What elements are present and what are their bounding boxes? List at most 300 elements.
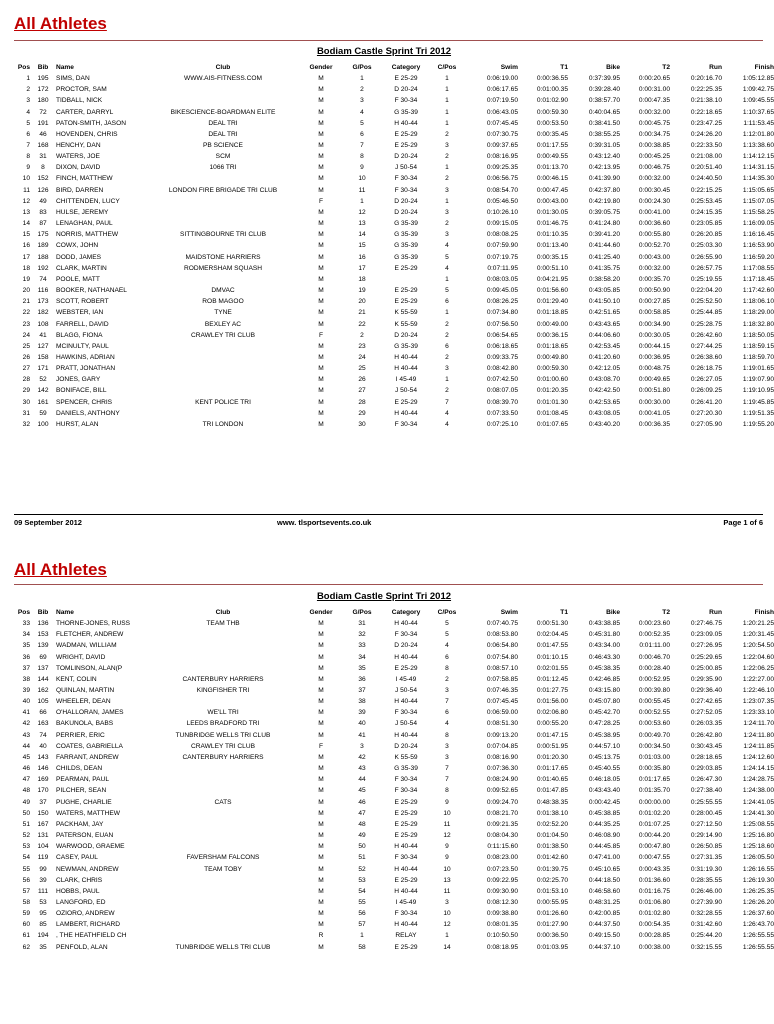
cell-club: TRI LONDON [202,420,244,428]
cell-finish: 1:25:08.55 [742,820,774,828]
cell-club: MAIDSTONE HARRIERS [185,253,261,261]
cell-name: PILCHER, SEAN [56,787,107,795]
table-row [12,118,774,129]
cell-t1: 0:01:27.75 [536,687,568,695]
cell-finish: 1:25:18.60 [742,843,774,851]
cell-club [148,629,298,640]
cell-club [148,785,298,796]
table-row [12,185,774,196]
cell-bib: 40 [39,742,47,750]
cell-bib: 119 [37,854,49,862]
column-header-t2: T2 [662,609,670,616]
cell-name: PERRIER, ERIC [56,731,105,739]
cell-bike: 0:45:38.95 [588,731,620,739]
cell-gender: M [318,631,324,639]
cell-t2: 0:00:52.55 [638,709,670,717]
cell-category: F 30-34 [394,910,418,918]
cell-finish: 1:18:50.05 [742,331,774,339]
cell-finish: 1:19:07.90 [742,376,774,384]
cell-category: F 30-34 [394,175,418,183]
cell-gender: M [318,921,324,929]
cell-club [148,95,298,106]
cell-run: 0:27:42.65 [690,698,722,706]
cell-gender: M [318,832,324,840]
cell-t2: 0:00:41.00 [638,208,670,216]
cell-run: 0:24:15.35 [690,208,722,216]
cell-club [148,663,298,674]
cell-club [148,374,298,385]
cell-gender-pos: 54 [358,887,366,895]
cell-category-pos: 14 [443,943,451,951]
cell-category: F 30-34 [394,420,418,428]
cell-finish: 1:14:31.15 [742,164,774,172]
cell-category: D 20-24 [394,197,418,205]
column-header-category-pos: C/Pos [437,609,457,616]
cell-club: SITTINGBOURNE TRI CLUB [180,231,266,239]
cell-gender-pos: 26 [358,376,366,384]
cell-category-pos: 9 [445,798,449,806]
cell-gender: M [318,309,324,317]
cell-run: 0:22:04.20 [690,287,722,295]
cell-swim: 0:06:54.80 [486,642,518,650]
cell-bib: 168 [37,142,49,150]
cell-finish: 1:18:06.10 [742,298,774,306]
cell-pos: 25 [22,342,30,350]
cell-pos: 51 [22,820,30,828]
cell-run: 0:25:53.45 [690,197,722,205]
cell-bike: 0:41:20.60 [588,353,620,361]
cell-swim: 0:10:50.50 [486,932,518,940]
cell-category: H 40-44 [394,843,418,851]
cell-bib: 175 [37,231,49,239]
cell-club [148,886,298,897]
cell-t1: 0:00:53.50 [536,119,568,127]
cell-club [148,274,298,285]
cell-name: LANGFORD, ED [56,898,106,906]
cell-bib: 143 [37,753,49,761]
cell-name: WEBSTER, IAN [56,309,104,317]
cell-category-pos: 2 [445,353,449,361]
cell-run: 0:26:41.20 [690,398,722,406]
cell-t1: 0:00:51.95 [536,742,568,750]
cell-pos: 45 [22,753,30,761]
cell-pos: 7 [26,142,30,150]
cell-bike: 0:42:42.50 [588,387,620,395]
cell-gender-pos: 58 [358,943,366,951]
column-header-pos: Pos [17,64,30,71]
cell-finish: 1:24:11.70 [743,720,774,728]
cell-swim: 0:09:33.75 [486,353,518,361]
cell-t2: 0:00:46.70 [638,653,670,661]
cell-category-pos: 4 [445,642,449,650]
cell-club [148,341,298,352]
cell-gender-pos: 36 [358,675,366,683]
cell-t2: 0:00:49.70 [638,731,670,739]
cell-category: E 25-29 [394,287,418,295]
cell-gender: M [318,253,324,261]
cell-club [148,774,298,785]
cell-bike: 0:44:37.10 [588,943,620,951]
cell-finish: 1:25:16.80 [742,832,774,840]
cell-bike: 0:44:06.60 [588,331,620,339]
cell-pos: 19 [22,275,30,283]
cell-bib: 195 [37,75,49,83]
cell-t2: 0:00:36.35 [638,420,670,428]
cell-finish: 1:20:21.25 [742,620,774,628]
cell-bike: 0:47:28.25 [588,720,620,728]
cell-swim: 0:08:01.35 [486,921,518,929]
cell-gender: M [318,242,324,250]
cell-name: LAMBERT, RICHARD [56,921,120,929]
cell-gender-pos: 3 [360,97,364,105]
cell-club: RODMERSHAM SQUASH [183,264,263,272]
cell-name: POOLE, MATT [56,275,100,283]
cell-gender: M [318,731,324,739]
cell-t2: 0:00:34.50 [638,742,670,750]
cell-swim: 0:08:57.10 [486,664,518,672]
cell-run: 0:27:31.35 [690,854,722,862]
cell-t2: 0:01:36.60 [638,876,670,884]
cell-pos: 15 [22,231,30,239]
cell-gender-pos: 39 [358,709,366,717]
cell-swim: 0:08:21.70 [486,809,518,817]
cell-category: I 45-49 [395,376,417,384]
cell-swim: 0:06:56.75 [486,175,518,183]
cell-gender: M [318,153,324,161]
cell-category: E 25-29 [394,298,418,306]
table-row [12,752,774,763]
cell-category-pos: 2 [445,153,449,161]
cell-category-pos: 12 [443,832,451,840]
cell-pos: 20 [22,287,30,295]
cell-bib: 72 [39,108,47,116]
cell-name: HAWKINS, ADRIAN [56,353,115,361]
cell-name: BAKUNOLA, BABS [56,720,114,728]
cell-finish: 1:05:12.85 [742,75,774,83]
cell-bike: 0:44:37.50 [588,921,620,929]
cell-finish: 1:14:35.30 [742,175,774,183]
cell-bib: 85 [39,921,47,929]
cell-t1: 0:02:01.55 [536,664,568,672]
cell-name: SPENCER, CHRIS [56,398,113,406]
cell-finish: 1:22:04.60 [742,653,774,661]
cell-t2: 0:00:39.80 [638,687,670,695]
cell-t1: 0:01:17.55 [536,142,568,150]
cell-pos: 38 [22,675,30,683]
cell-category: E 25-29 [394,142,418,150]
column-header-bike: Bike [606,609,620,616]
table-header-row [12,607,774,618]
table-row [12,296,774,307]
cell-run: 0:26:47.30 [690,776,722,784]
cell-gender-pos: 6 [360,130,364,138]
cell-gender-pos: 29 [358,409,366,417]
cell-club [148,930,298,941]
cell-bike: 0:39:28.40 [588,86,620,94]
table-row [12,240,774,251]
footer-date: 09 September 2012 [14,518,82,527]
table-row [12,408,774,419]
cell-name: HENCHY, DAN [56,142,101,150]
cell-finish: 1:26:26.20 [742,898,774,906]
cell-run: 0:32:28.55 [690,910,722,918]
column-header-t1: T1 [560,609,568,616]
cell-gender-pos: 11 [358,186,366,194]
cell-t2: 0:01:06.80 [638,898,670,906]
cell-category: E 25-29 [394,798,418,806]
table-row [12,730,774,741]
cell-pos: 33 [22,620,30,628]
cell-finish: 1:26:43.70 [742,921,774,929]
cell-run: 0:22:33.50 [690,142,722,150]
table-row [12,774,774,785]
cell-t1: 0:01:10.35 [536,231,568,239]
cell-gender: M [318,142,324,150]
cell-run: 0:28:35.55 [690,876,722,884]
cell-club: DEAL TRI [208,130,238,138]
cell-bib: 144 [37,675,49,683]
cell-swim: 0:08:03.05 [486,275,518,283]
cell-category: G 35-39 [394,342,418,350]
cell-gender-pos: 2 [360,86,364,94]
cell-bike: 0:39:31.05 [588,142,620,150]
cell-bike: 0:49:15.50 [588,932,620,940]
cell-name: DIXON, DAVID [56,164,101,172]
cell-bib: 49 [39,197,47,205]
cell-gender: M [318,687,324,695]
cell-t2: 0:00:52.70 [638,242,670,250]
table-row [12,808,774,819]
cell-run: 0:20:16.70 [690,75,722,83]
cell-t2: 0:00:51.80 [638,387,670,395]
cell-run: 0:26:38.60 [690,353,722,361]
cell-t2: 0:00:53.60 [638,720,670,728]
cell-club: CRAWLEY TRI CLUB [191,742,255,750]
cell-swim: 0:08:26.25 [486,298,518,306]
column-header-gender-pos: G/Pos [352,64,372,71]
cell-t2: 0:00:47.55 [638,854,670,862]
cell-pos: 59 [22,910,30,918]
cell-finish: 1:18:29.00 [742,309,774,317]
cell-t1: 0:01:04.50 [536,832,568,840]
cell-category: J 50-54 [395,387,417,395]
cell-run: 0:25:28.75 [690,320,722,328]
cell-swim: 0:07:33.50 [486,409,518,417]
cell-swim: 0:07:25.10 [486,420,518,428]
cell-bib: 59 [39,409,47,417]
cell-name: PROCTOR, SAM [56,86,107,94]
cell-club: FAVERSHAM FALCONS [186,854,260,862]
table-row [12,140,774,151]
cell-category-pos: 11 [443,887,451,895]
table-row [12,95,774,106]
cell-t1: 0:00:55.95 [536,898,568,906]
cell-gender: M [318,876,324,884]
cell-run: 0:22:15.25 [690,186,722,194]
cell-t2: 0:00:30.00 [638,398,670,406]
table-row [12,207,774,218]
cell-t2: 0:00:20.65 [638,75,670,83]
cell-name: HULSE, JEREMY [56,208,109,216]
cell-t1: 0:48:38.35 [536,798,568,806]
cell-run: 0:26:20.85 [690,231,722,239]
cell-gender: M [318,86,324,94]
cell-bib: 192 [37,264,49,272]
table-row [12,841,774,852]
cell-swim: 0:06:18.65 [486,342,518,350]
cell-run: 0:25:00.85 [690,664,722,672]
cell-finish: 1:13:38.60 [742,142,774,150]
cell-run: 0:27:44.25 [690,342,722,350]
cell-run: 0:28:00.45 [690,809,722,817]
cell-gender-pos: 18 [358,275,366,283]
cell-pos: 22 [22,309,30,317]
cell-gender-pos: 15 [358,242,366,250]
cell-t1: 0:01:07.65 [536,420,568,428]
cell-t1: 0:01:12.45 [536,675,568,683]
cell-name: BLAGG, FIONA [56,331,103,339]
cell-t2: 0:00:55.45 [638,698,670,706]
cell-run: 0:26:42.80 [690,731,722,739]
cell-finish: 1:26:05.50 [742,854,774,862]
cell-finish: 1:17:18.45 [742,275,774,283]
cell-run: 0:26:03.35 [690,720,722,728]
column-header-name: Name [56,609,74,616]
cell-club: KINGFISHER TRI [196,687,250,695]
cell-finish: 1:23:07.35 [742,698,774,706]
cell-gender: M [318,320,324,328]
cell-bib: 158 [37,353,49,361]
cell-gender-pos: 20 [358,298,366,306]
cell-club: SCM [215,153,231,161]
cell-finish: 1:15:05.65 [742,186,774,194]
column-header-bib: Bib [37,609,49,616]
cell-club [148,908,298,919]
cell-name: CARTER, DARRYL [56,108,114,116]
cell-bike: 0:43:40.20 [588,420,620,428]
cell-gender: M [318,220,324,228]
cell-t2: 0:00:28.85 [638,932,670,940]
cell-category: D 20-24 [394,331,418,339]
table-row [12,274,774,285]
cell-club [148,352,298,363]
cell-gender: F [318,197,324,205]
cell-name: O'HALLORAN, JAMES [56,709,124,717]
cell-gender: M [318,798,324,806]
cell-bike: 0:46:58.60 [588,887,620,895]
cell-gender: M [318,287,324,295]
cell-category: J 50-54 [395,720,417,728]
cell-finish: 1:24:41.30 [742,809,774,817]
cell-bib: 173 [37,298,49,306]
cell-gender-pos: 4 [360,108,364,116]
cell-run: 0:26:09.25 [690,387,722,395]
cell-gender-pos: 55 [358,898,366,906]
cell-swim: 0:07:34.80 [486,309,518,317]
cell-finish: 1:20:54.50 [742,642,774,650]
cell-t1: 0:01:47.15 [536,731,568,739]
cell-name: , THE HEATHFIELD CH [56,932,127,940]
cell-swim: 0:09:22.95 [486,876,518,884]
cell-pos: 42 [22,720,30,728]
cell-club: BIKESCIENCE-BOARDMAN ELITE [170,108,276,116]
cell-t2: 0:01:03.00 [638,753,670,761]
cell-category: G 35-39 [394,231,418,239]
cell-gender: M [318,910,324,918]
cell-name: PUGHE, CHARLIE [56,798,112,806]
cell-category-pos: 10 [443,809,451,817]
cell-bib: 74 [39,275,47,283]
cell-gender-pos: 35 [358,664,366,672]
cell-bike: 0:45:42.70 [588,709,620,717]
cell-gender-pos: 57 [358,921,366,929]
cell-bike: 0:43:05.85 [588,287,620,295]
cell-gender-pos: 17 [358,264,366,272]
cell-t2: 0:00:52.95 [638,675,670,683]
cell-run: 0:26:42.60 [690,331,722,339]
cell-name: LENAGHAN, PAUL [56,220,113,228]
cell-bike: 0:47:41.00 [588,854,620,862]
cell-run: 0:21:38.10 [690,97,722,105]
table-row [12,173,774,184]
cell-pos: 27 [22,365,30,373]
cell-club [148,897,298,908]
cell-finish: 1:14:12.15 [742,153,774,161]
cell-bike: 0:46:18.05 [588,776,620,784]
cell-gender: M [318,398,324,406]
cell-t1: 0:00:36.50 [536,932,568,940]
cell-swim: 0:08:18.95 [486,943,518,951]
cell-category-pos: 8 [445,731,449,739]
table-row [12,352,774,363]
cell-finish: 1:16:59.20 [742,253,774,261]
cell-t1: 0:00:55.20 [536,720,568,728]
cell-gender: M [318,208,324,216]
cell-category: E 25-29 [394,809,418,817]
cell-finish: 1:09:45.55 [742,97,774,105]
cell-finish: 1:11:53.45 [743,119,774,127]
cell-run: 0:26:57.75 [690,264,722,272]
cell-pos: 28 [22,376,30,384]
cell-category: H 40-44 [394,653,418,661]
cell-name: PACKHAM, JAY [56,820,104,828]
cell-finish: 1:23:33.10 [742,709,774,717]
cell-gender: M [318,298,324,306]
table-row [12,685,774,696]
cell-bib: 172 [37,86,49,94]
cell-name: FLETCHER, ANDREW [56,631,124,639]
cell-category-pos: 2 [445,331,449,339]
table-row [12,252,774,263]
table-row [12,385,774,396]
cell-t2: 0:01:11.00 [639,642,670,650]
cell-run: 0:27:20.30 [690,409,722,417]
cell-category: G 35-39 [394,242,418,250]
cell-bike: 0:45:31.80 [588,631,620,639]
cell-club: ROB MAGOO [202,298,244,306]
cell-bib: 188 [37,253,49,261]
footer-rule [14,514,763,515]
cell-category: J 50-54 [395,687,417,695]
cell-name: NORRIS, MATTHEW [56,231,119,239]
cell-pos: 49 [22,798,30,806]
cell-swim: 0:08:54.70 [486,186,518,194]
cell-t1: 0:01:20.35 [536,387,568,395]
column-header-finish: Finish [754,609,774,616]
cell-t2: 0:00:43.00 [638,253,670,261]
footer-website[interactable]: www. tlsportsevents.co.uk [277,518,372,527]
cell-club: CATS [214,798,232,806]
